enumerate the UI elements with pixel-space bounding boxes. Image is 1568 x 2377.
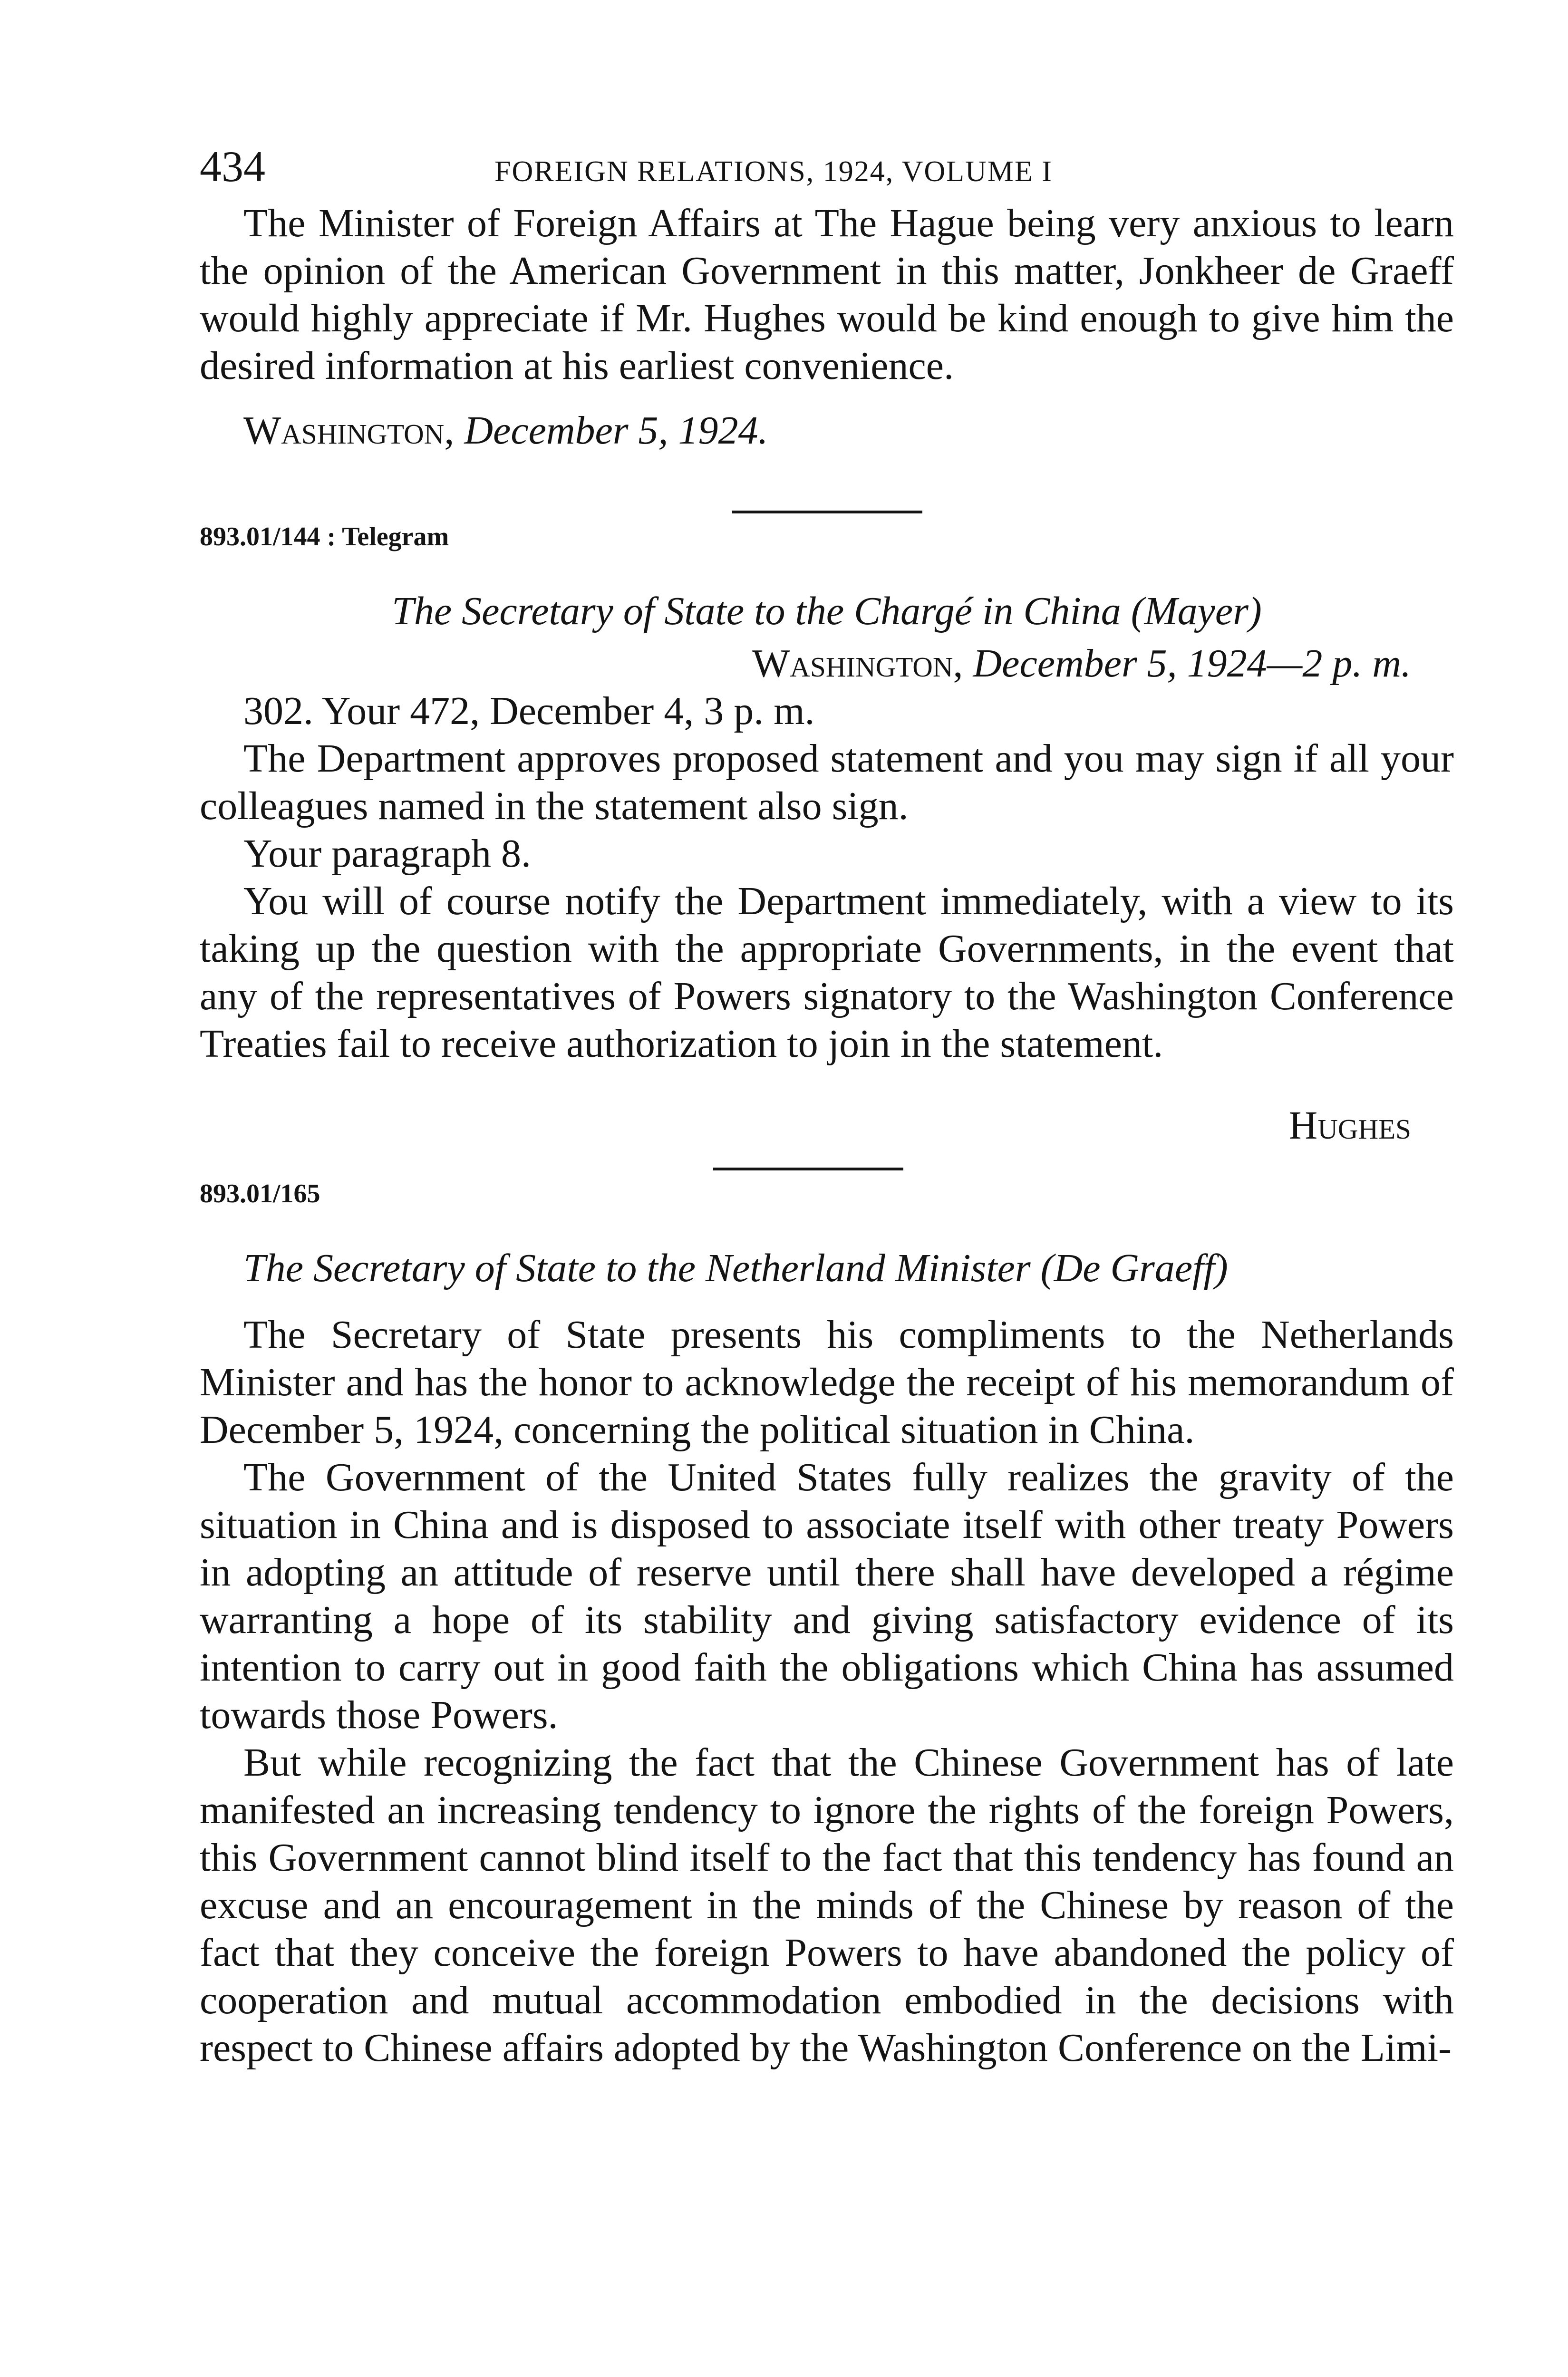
dateline-date: December 5, 1924—2 p. m. [973,641,1411,686]
document-title: The Secretary of State to the Chargé in China (Mayer) [392,589,1262,633]
note-paragraph: The Secretary of State presents his compliments to the Netherlands Minister and has the honor to acknowledge the receipt of his memorandum of December 5, 1924, concerning the political situation in China. [200,1313,1454,1452]
note-paragraph: But while recognizing the fact that the Chinese Government has of late manifested an increasing tendency to ignore the rights of the foreign Powers, this Government cannot blind itself to the fact that this tendency has found an excuse and an encouragement in the minds of the Chinese by reason of the fact that they conceive the foreign Powers to have abandoned the policy of cooperation and mutual accommodation embodied in the decisions with respect to Chinese affairs adopted by the Washington Conference on the Limi- [200,1740,1454,2070]
signature: Hughes [1288,1103,1411,1148]
telegram-paragraph: Your paragraph 8. [243,831,532,876]
intro-paragraph: The Minister of Foreign Affairs at The Hague being very anxious to learn the opinion of the American Government in this matter, Jonkheer de Graeff would highly appreciate if Mr. Hughes would be kind enough to give him the desired information at his earliest convenience. [200,201,1454,388]
telegram-dateline [200,640,1454,687]
page-number: 434 [200,142,265,191]
section-divider [732,511,922,513]
file-reference: 893.01/144 : Telegram [200,522,449,551]
telegram-paragraph: 302. Your 472, December 4, 3 p. m. [243,689,815,733]
dateline-place: Washington, [243,408,455,453]
dateline-place: Washington, [752,641,963,686]
telegram-paragraph: You will of course notify the Department immediately, with a view to its taking up the question with the appropriate Governments, in the event that any of the representatives of Powers signatory to the Washington Conference Treaties fail to receive authorization to join in the statement. [200,879,1454,1066]
note-paragraph: The Government of the United States fully realizes the gravity of the situation in China and is disposed to associate itself with other treaty Powers in adopting an attitude of reserve until there shall have developed a régime warranting a hope of its stability and giving satisfactory evidence of its intention to carry out in good faith the obligations which China has assumed towards those Powers. [200,1455,1454,1737]
page-header [200,143,1454,195]
intro-dateline [200,407,1454,454]
dateline-date: December 5, 1924. [464,408,768,453]
telegram-paragraph: The Department approves proposed statement and you may sign if all your colleagues named in the statement also sign. [200,736,1454,828]
file-reference: 893.01/165 [200,1179,320,1208]
section-divider [713,1168,903,1170]
running-head: FOREIGN RELATIONS, 1924, VOLUME I [494,155,1053,188]
document-title: The Secretary of State to the Netherland Minister (De Graeff) [243,1246,1228,1290]
